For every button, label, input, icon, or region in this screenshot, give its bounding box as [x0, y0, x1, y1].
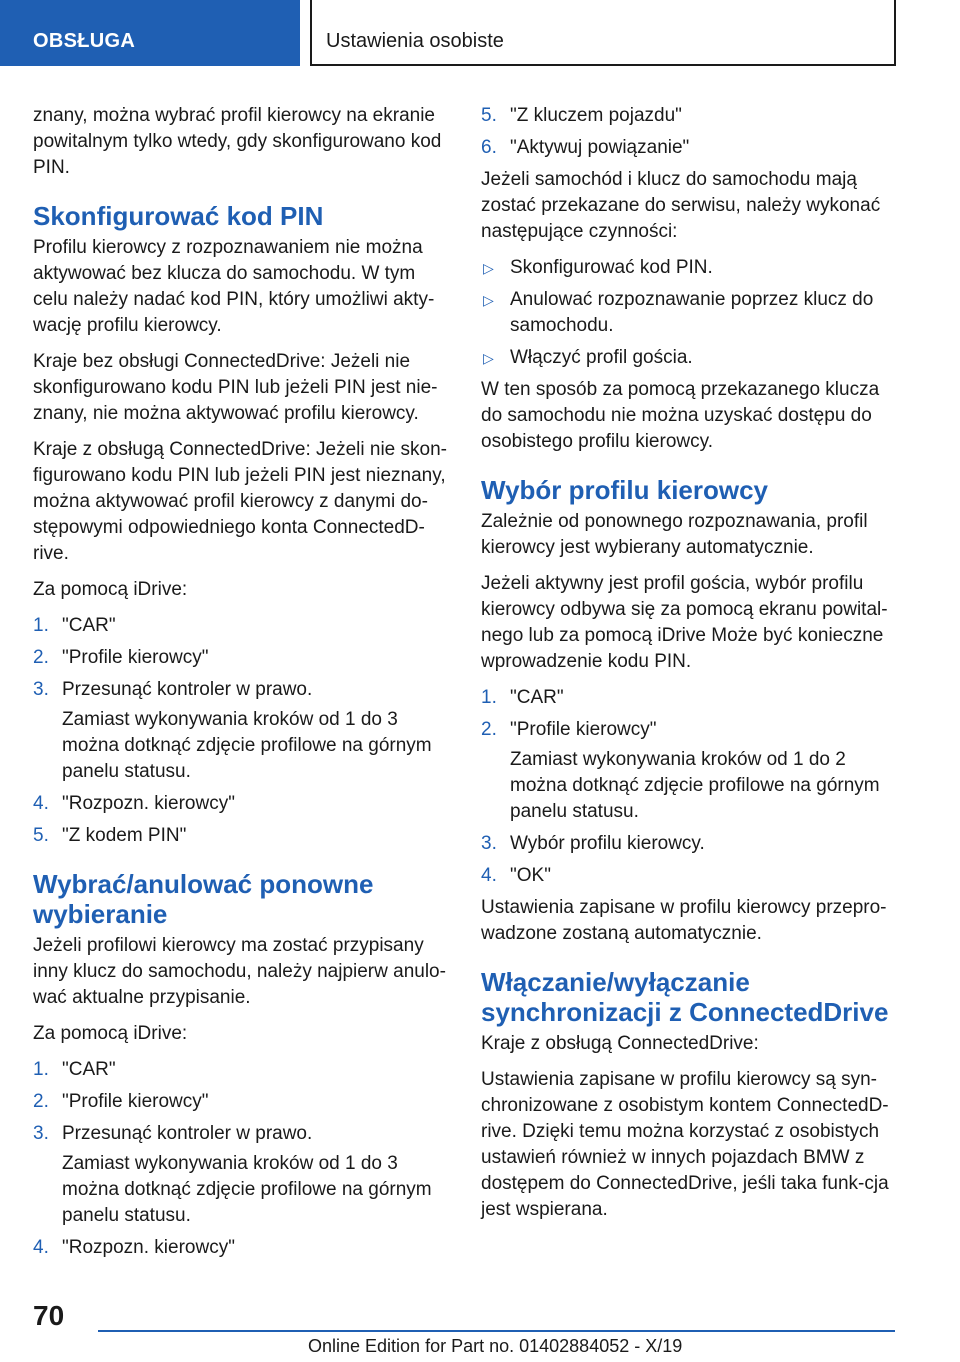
- bullet-text: Anulować rozpoznawanie poprzez klucz do samochodu.: [510, 289, 874, 336]
- step-number: 1.: [481, 687, 497, 708]
- steps-list-assign: [33, 1057, 453, 1261]
- step-text: Przesunąć kontroler w prawo.: [62, 1123, 313, 1144]
- triangle-bullet-icon: ▷: [483, 260, 494, 276]
- step-text: Wybór profilu kierowcy.: [510, 833, 705, 854]
- step-text: "CAR": [62, 615, 116, 636]
- intro-paragraph: znany, można wybrać profil kierowcy na ekranie powitalnym tylko wtedy, gdy skonfigurowano kod PIN.: [33, 105, 442, 178]
- paragraph: Kraje z obsługą ConnectedDrive:: [481, 1033, 759, 1054]
- footer-edition: Online Edition for Part no. 01402884052 - X/19: [308, 1336, 683, 1356]
- step-number: 1.: [33, 615, 49, 636]
- bullet-text: Skonfigurować kod PIN.: [510, 257, 713, 278]
- step-number: 2.: [33, 647, 49, 668]
- step-note: Zamiast wykonywania kroków od 1 do 2 można dotknąć zdjęcie profilowe na górnym panelu statusu.: [510, 749, 880, 822]
- paragraph: Kraje bez obsługi ConnectedDrive: Jeżeli nie skonfigurowano kodu PIN lub jeżeli PIN jest nie‐znany, nie można aktywować profilu kierowcy.: [33, 351, 438, 424]
- bullet-text: Włączyć profil gościa.: [510, 347, 693, 368]
- paragraph: Ustawienia zapisane w profilu kierowcy są syn‐chronizowane z osobistym kontem ConnectedD‐rive. Dzięki temu można korzystać z osobistych ustawień również w innych pojazdach BMW z dostępem do ConnectedDrive, jeśli taka funk‐cja jest wspierana.: [481, 1069, 889, 1220]
- heading-sync: Włączanie/wyłączanie synchronizacji z ConnectedDrive: [481, 967, 889, 1027]
- step-text: "Rozpozn. kierowcy": [62, 793, 235, 814]
- list-item: [481, 345, 901, 371]
- list-item: [481, 135, 901, 161]
- paragraph: Za pomocą iDrive:: [33, 1023, 188, 1044]
- section-tab-label: OBSŁUGA: [33, 30, 136, 52]
- step-text: "Profile kierowcy": [510, 719, 657, 740]
- step-note: Zamiast wykonywania kroków od 1 do 3 można dotknąć zdjęcie profilowe na górnym panelu statusu.: [62, 709, 432, 782]
- step-text: Przesunąć kontroler w prawo.: [62, 679, 313, 700]
- step-number: 1.: [33, 1059, 49, 1080]
- paragraph: Kraje z obsługą ConnectedDrive: Jeżeli nie skon‐figurowano kodu PIN lub jeżeli PIN jest nieznany, można aktywować profil kierowcy z danymi do‐stępowymi odpowiedniego konta ConnectedD‐rive.: [33, 439, 447, 564]
- steps-list-select: [481, 685, 901, 889]
- step-number: 2.: [33, 1091, 49, 1112]
- step-text: "Rozpozn. kierowcy": [62, 1237, 235, 1258]
- list-item: [33, 1089, 453, 1115]
- step-number: 4.: [33, 1237, 49, 1258]
- paragraph: Za pomocą iDrive:: [33, 579, 188, 600]
- list-item: [481, 103, 901, 129]
- step-text: "Z kluczem pojazdu": [510, 105, 682, 126]
- step-number: 6.: [481, 137, 497, 158]
- list-item: [33, 1121, 453, 1229]
- list-item: [481, 685, 901, 711]
- list-item: [33, 613, 453, 639]
- steps-list-assign-continued: [481, 103, 901, 161]
- step-number: 2.: [481, 719, 497, 740]
- right-column: [481, 103, 901, 1233]
- triangle-bullet-icon: ▷: [483, 292, 494, 308]
- step-number: 5.: [33, 825, 49, 846]
- list-item: [33, 1057, 453, 1083]
- bullet-list-service: [481, 255, 901, 371]
- step-text: "Aktywuj powiązanie": [510, 137, 690, 158]
- paragraph: Jeżeli aktywny jest profil gościa, wybór profilu kierowcy odbywa się za pomocą ekranu powital‐nego lub za pomocą iDrive Może być konieczne wprowadzenie kodu PIN.: [481, 573, 888, 672]
- list-item: [481, 717, 901, 825]
- list-item: [481, 255, 901, 281]
- paragraph: Ustawienia zapisane w profilu kierowcy przepro‐wadzone zostaną automatycznie.: [481, 897, 887, 944]
- step-text: "Profile kierowcy": [62, 647, 209, 668]
- step-text: "Profile kierowcy": [62, 1091, 209, 1112]
- step-text: "OK": [510, 865, 551, 886]
- step-number: 3.: [33, 679, 49, 700]
- heading-select-profile: Wybór profilu kierowcy: [481, 475, 769, 505]
- paragraph: Jeżeli samochód i klucz do samochodu mają zostać przekazane do serwisu, należy wykonać następujące czynności:: [481, 169, 881, 242]
- section-tab: [0, 0, 300, 66]
- paragraph: Profilu kierowcy z rozpoznawaniem nie można aktywować bez klucza do samochodu. W tym celu należy nadać kod PIN, który umożliwi akty‐wację profilu kierowcy.: [33, 237, 435, 336]
- step-number: 5.: [481, 105, 497, 126]
- step-text: "Z kodem PIN": [62, 825, 187, 846]
- list-item: [33, 823, 453, 849]
- step-number: 3.: [481, 833, 497, 854]
- chapter-header: [310, 0, 896, 66]
- paragraph: W ten sposób za pomocą przekazanego klucza do samochodu nie można uzyskać dostępu do osobistego profilu kierowcy.: [481, 379, 880, 452]
- step-text: "CAR": [62, 1059, 116, 1080]
- step-number: 4.: [481, 865, 497, 886]
- footer-divider: [98, 1330, 895, 1332]
- list-item: [481, 831, 901, 857]
- list-item: [481, 287, 901, 339]
- list-item: [33, 677, 453, 785]
- chapter-title: Ustawienia osobiste: [326, 30, 504, 52]
- step-number: 3.: [33, 1123, 49, 1144]
- page-number: 70: [33, 1300, 65, 1331]
- step-note: Zamiast wykonywania kroków od 1 do 3 można dotknąć zdjęcie profilowe na górnym panelu statusu.: [62, 1153, 432, 1226]
- step-text: "CAR": [510, 687, 564, 708]
- list-item: [33, 645, 453, 671]
- steps-list-pin: [33, 613, 453, 849]
- step-number: 4.: [33, 793, 49, 814]
- left-column: [33, 103, 453, 1267]
- list-item: [481, 863, 901, 889]
- heading-assign-key: Wybrać/anulować ponowne wybieranie: [33, 869, 374, 929]
- list-item: [33, 1235, 453, 1261]
- paragraph: Zależnie od ponownego rozpoznawania, profil kierowcy jest wybierany automatycznie.: [481, 511, 868, 558]
- paragraph: Jeżeli profilowi kierowcy ma zostać przypisany inny klucz do samochodu, należy najpierw anulo‐wać aktualne przypisanie.: [33, 935, 446, 1008]
- heading-configure-pin: Skonfigurować kod PIN: [33, 201, 324, 231]
- triangle-bullet-icon: ▷: [483, 350, 494, 366]
- list-item: [33, 791, 453, 817]
